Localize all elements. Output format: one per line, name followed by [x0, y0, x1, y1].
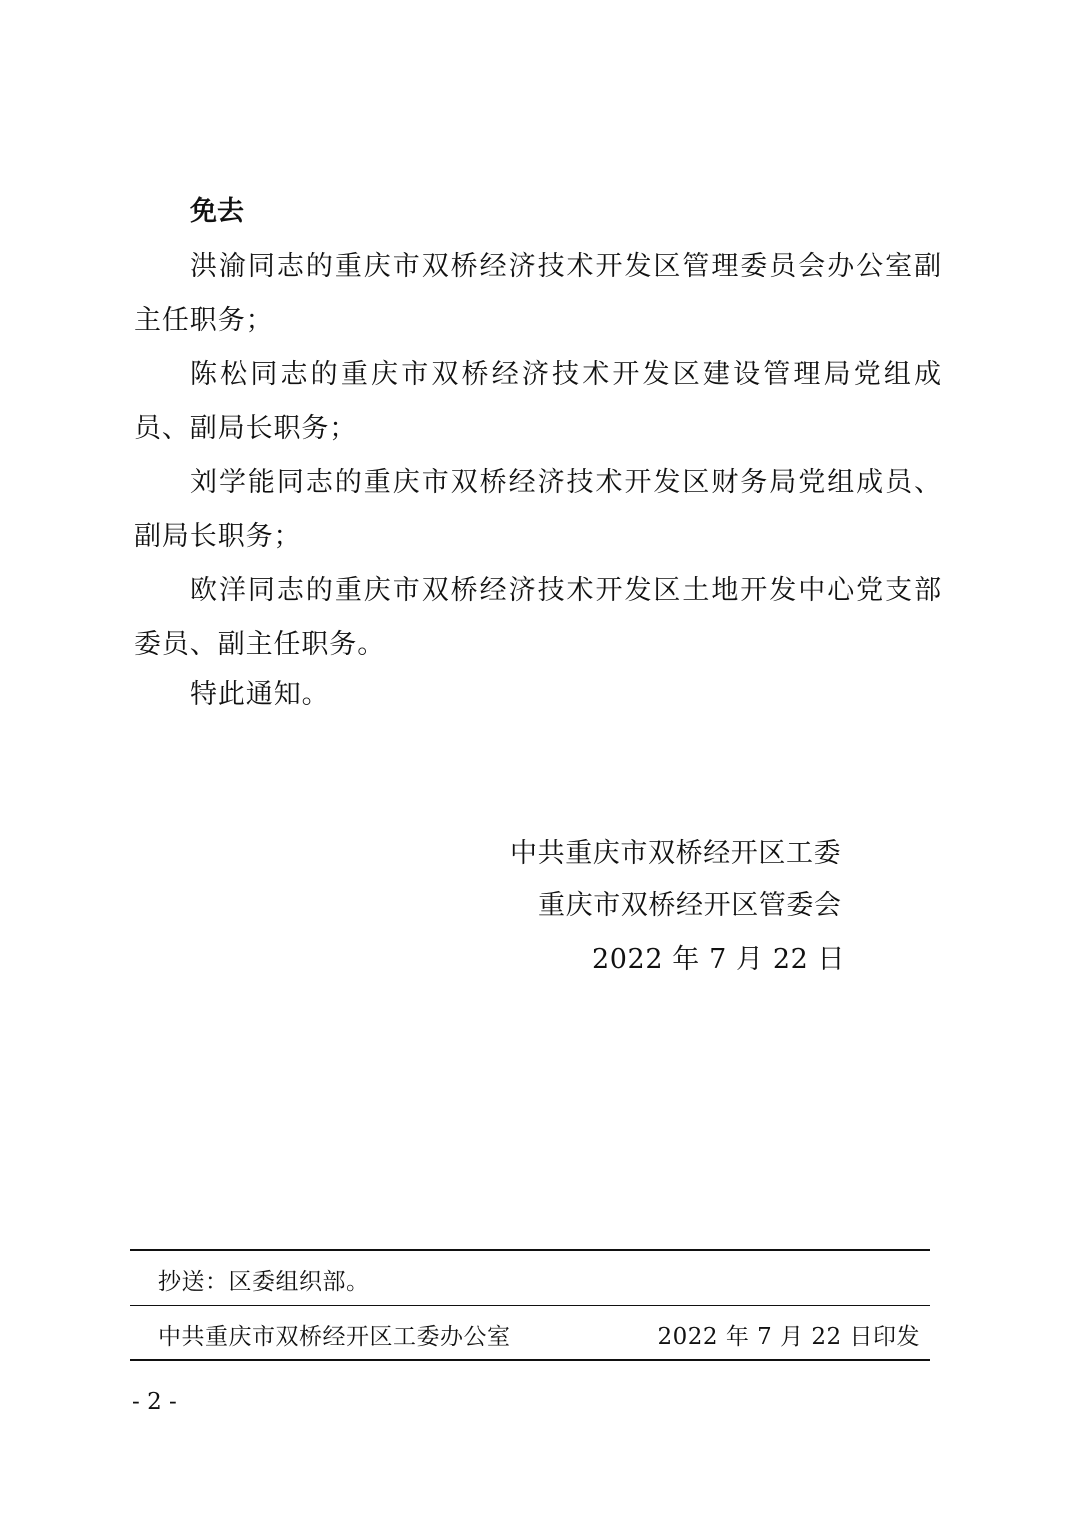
signature-org-1: 中共重庆市双桥经开区工委	[510, 838, 842, 869]
signature-date: 2022 年 7 月 22 日	[592, 944, 846, 975]
closing-text: 特此通知。	[190, 679, 330, 710]
paragraph-3: 刘学能同志的重庆市双桥经济技术开发区财务局党组成员、副局长职务；	[134, 467, 942, 552]
paragraph-1: 洪渝同志的重庆市双桥经济技术开发区管理委员会办公室副主任职务；	[134, 251, 942, 336]
cc-line: 抄送：区委组织部。	[158, 1269, 370, 1295]
footer-rule-bottom	[130, 1359, 930, 1361]
paragraph-4: 欧洋同志的重庆市双桥经济技术开发区土地开发中心党支部委员、副主任职务。	[134, 575, 942, 660]
signature-org-2: 重庆市双桥经开区管委会	[538, 890, 842, 921]
issue-date: 2022 年 7 月 22 日印发	[657, 1324, 920, 1350]
footer-rule-top	[130, 1249, 930, 1251]
section-heading: 免去	[190, 196, 244, 227]
paragraph-2: 陈松同志的重庆市双桥经济技术开发区建设管理局党组成员、副局长职务；	[134, 359, 942, 444]
footer-rule-middle	[130, 1305, 930, 1306]
page-number: - 2 -	[132, 1389, 177, 1415]
issuer-office: 中共重庆市双桥经开区工委办公室	[158, 1324, 511, 1350]
